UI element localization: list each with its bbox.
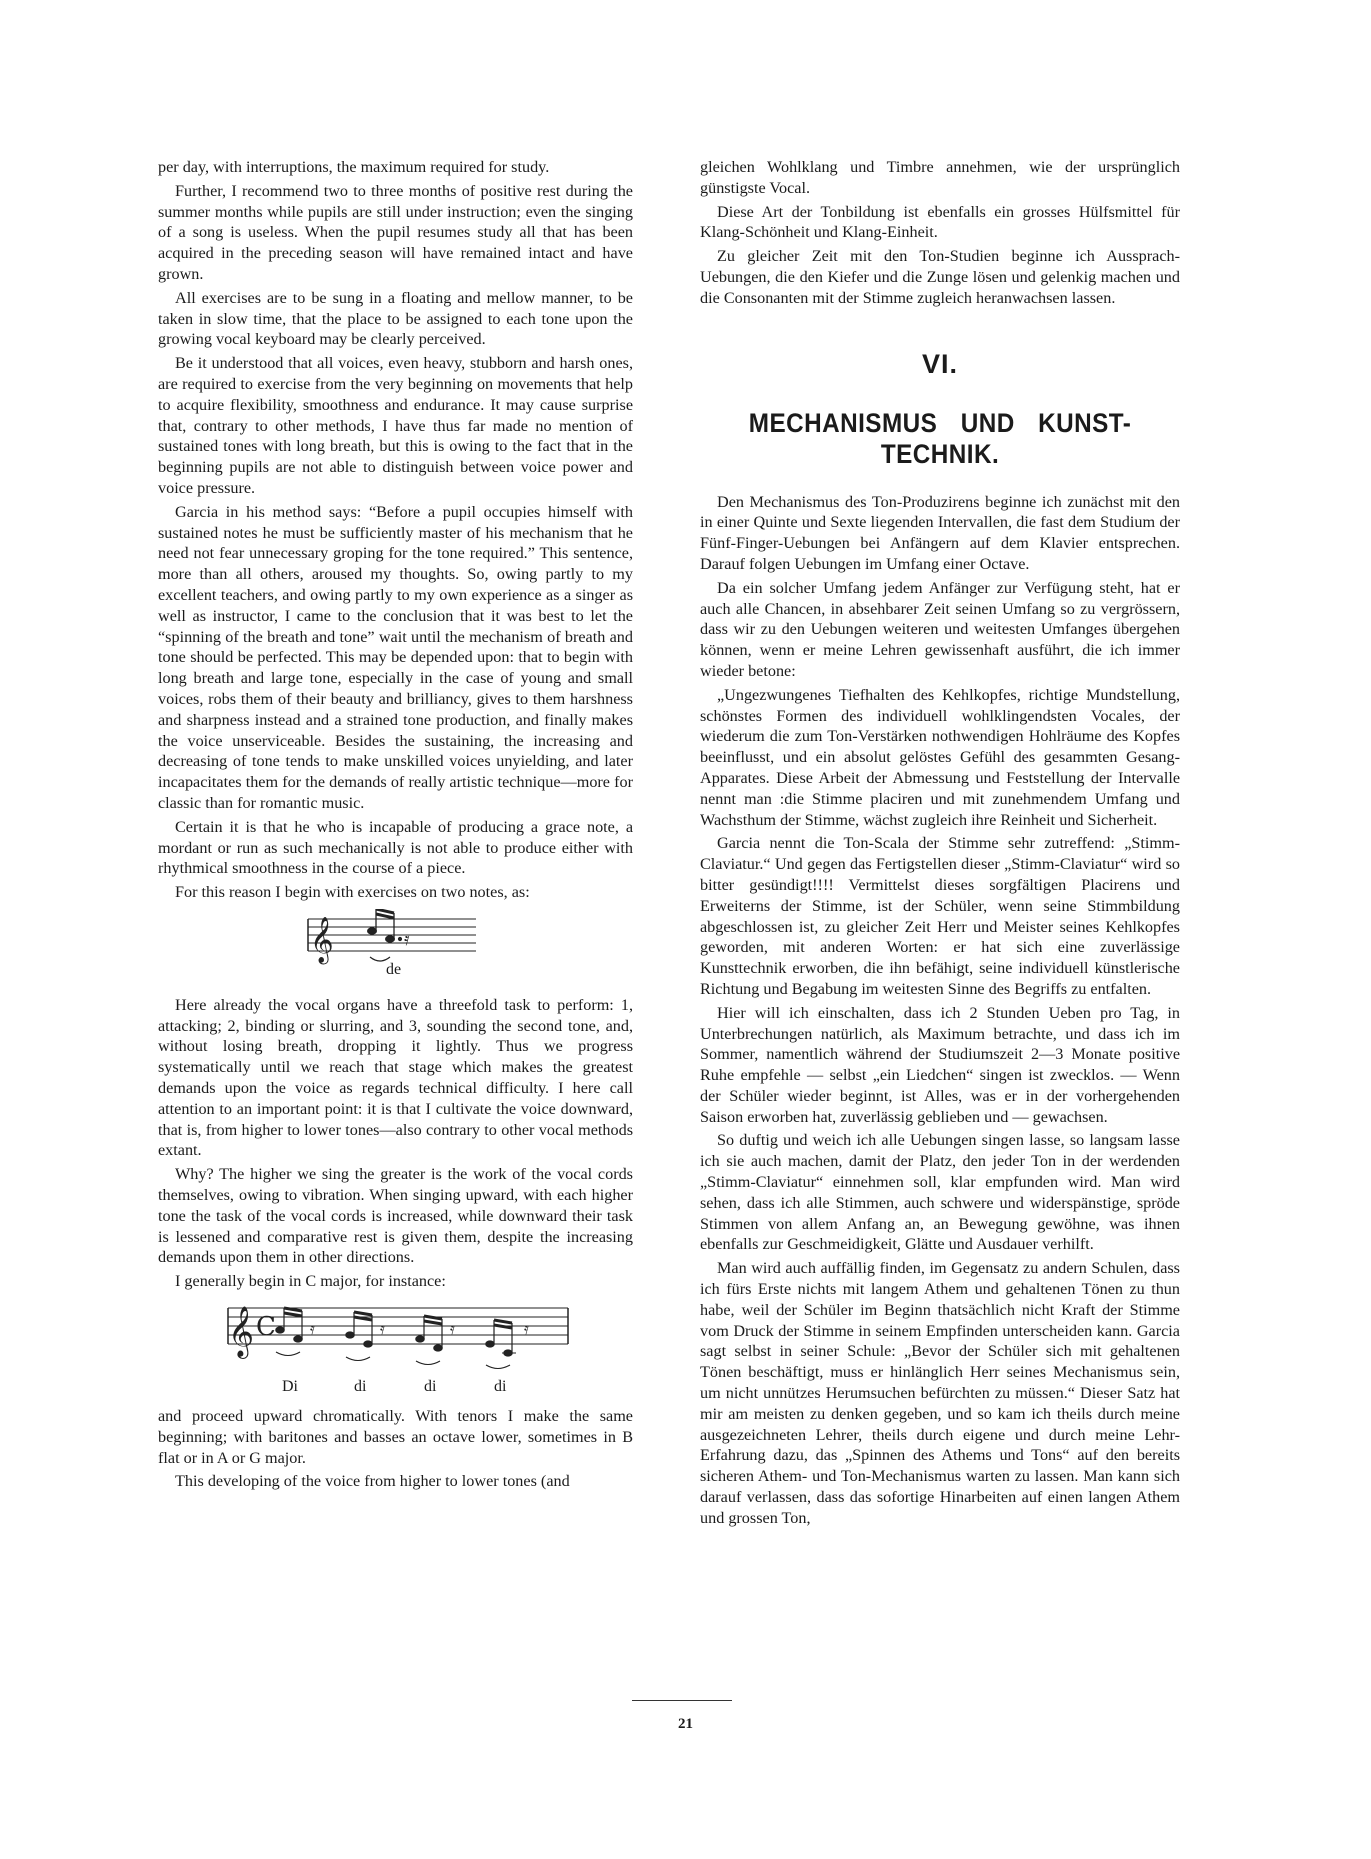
paragraph: Further, I recommend two to three months of positive rest during the summer months while pupils are still under instruction; even the singing of a song is useless. When the pupil resumes study all that has been acquired in the preceding season will have remained intact and have grown. <box>158 181 633 283</box>
paragraph: Da ein solcher Umfang jedem Anfänger zur Verfügung steht, hat er auch alle Chancen, in absehbarer Zeit seinen Umfang so zu vergrössern, dass wir zu den Uebungen weiteren und weitesten Umfanges übergehen können, wenn er meine Lehren gewissenhaft ausführt, die ich immer wieder betone: <box>700 578 1180 680</box>
music-example-c-major <box>158 1298 633 1402</box>
paragraph: Hier will ich einschalten, dass ich 2 Stunden Ueben pro Tag, in Unterbrechungen natürlich, als Maximum betrachte, und dass ich im Sommer, namentlich während der Studiumszeit 2—3 Monate positive Ruhe empfehle — selbst „ein Liedchen“ singen ist zwecklos. — Wenn der Schüler wieder beginnt, ist Alles, was er in der vorhergehenden Saison erworben hat, zuverlässig geblieben und — gewachsen. <box>700 1003 1180 1126</box>
paragraph: Zu gleicher Zeit mit den Ton-Studien beginne ich Aussprach-Uebungen, die den Kiefer und die Zunge lösen und gelenkig machen und die Consonanten mit der Stimme zugleich heranwachsen lassen. <box>700 247 1180 307</box>
syllable-label: di <box>354 1378 367 1396</box>
paragraph: Man wird auch auffällig finden, im Gegensatz zu andern Schulen, dass ich fürs Erste nichts mit langem Athem und gehaltenen Tönen zu thun habe, weil der Schüler im Beginn thatsächlich nicht Kraft der Stimme vom Druck der Stimme in seinem Empfinden unterscheiden kann. Garcia sagt selbst in seiner Schule: „Bevor der Schüler sich mit gehaltenen Tönen beschäftigt, muss er hinlänglich Herr seines Mechanismus sein, um nicht unnützes Herumsuchen befürchten zu müssen.“ Dieser Satz hat mir am meisten zu denken gegeben, und so kam ich theils durch meine ausgezeichneten Lehrer, theils durch eigene und durch meine Lehr-Erfahrung dazu, das „Spinnen des Athems und Tons“ auf den bereits sicheren Athem- und Ton-Mechanismus warten zu lassen. Man kann sich darauf verlassen, dass das sofortige Hinarbeiten auf einen langen Athem und grossen Ton, <box>700 1259 1180 1527</box>
paragraph: Be it understood that all voices, even heavy, stubborn and harsh ones, are required to exercise from the very beginning on movements that help to acquire flexibility, smoothness and endurance. It may cause surprise that, contrary to other methods, I have thus far made no mention of sustained tones with long breath, but this is owing to the fact that in the beginning pupils are not able to distinguish between voice power and voice pressure. <box>158 354 633 497</box>
paragraph: and proceed upward chromatically. With tenors I make the same beginning; with baritones and basses an octave lower, sometimes in B flat or in A or G major. <box>158 1407 633 1467</box>
paragraph: Diese Art der Tonbildung ist ebenfalls ein grosses Hülfsmittel für Klang-Schönheit und Klang-Einheit. <box>700 202 1180 242</box>
paragraph: So duftig und weich ich alle Uebungen singen lasse, so langsam lasse ich sie auch machen, damit der Platz, den jeder Ton in der werdenden „Stimm-Claviatur“ einnehmen soll, klar empfunden wird. Man wird sehen, dass ich alle Stimmen, auch schwere und widerspänstige, spröde Stimmen von allem Anfang an, an Bewegung gewöhne, was ihnen ebenfalls zur Geschmeidigkeit, Glätte und Ausdauer verhilft. <box>700 1131 1180 1254</box>
footer-rule <box>632 1700 732 1701</box>
staff-figure <box>158 1298 633 1402</box>
paragraph: I generally begin in C major, for instance: <box>175 1272 446 1291</box>
paragraph: All exercises are to be sung in a floating and mellow manner, to be taken in slow time, that the place to be assigned to each tone upon the growing vocal keyboard may be clearly perceived. <box>158 288 633 349</box>
paragraph: This developing of the voice from higher to lower tones (and <box>175 1472 570 1491</box>
right-column <box>700 157 1180 1532</box>
left-column <box>158 157 633 1495</box>
paragraph: Certain it is that he who is incapable of producing a grace note, a mordant or run as such mechanically is not able to produce either with rhythmical smoothness in the course of a piece. <box>158 817 633 878</box>
music-example-two-notes <box>158 909 633 991</box>
paragraph: gleichen Wohlklang und Timbre annehmen, wie der ursprünglich günstigste Vocal. <box>700 158 1180 197</box>
paragraph: Why? The higher we sing the greater is the work of the vocal cords themselves, owing to vibration. When singing upward, with each higher tone the task of the vocal cords is increased, while downward their task is lessened and comparative rest is given them, despite the increasing demands upon them in other directions. <box>158 1165 633 1267</box>
syllable-label: di <box>424 1378 437 1396</box>
paragraph: Garcia in his method says: “Before a pupil occupies himself with sustained notes he must be sufficiently master of his mechanism that he need not fear unnecessary groping for the tone required.” This sentence, more than all others, aroused my thoughts. So, owing partly to my excellent teachers, and owing partly to my own experience as a singer as well as instructor, I came to the conclusion that it was best to let the “spinning of the breath and tone” wait until the mechanism of breath and tone should be perfected. This may be depended upon: that to begin with long breath and large tone, especially in the case of young and small voices, robs them of their beauty and brilliancy, gives to them harshness and sharpness instead and a strained tone production, and finally makes the voice unserviceable. Besides the sustaining, the increasing and decreasing of tone tends to make unskilled voices unyielding, and later incapacitates them for the demands of really artistic technique—more for classic than for romantic music. <box>158 502 633 812</box>
section-number: VI. <box>921 348 958 379</box>
paragraph: „Ungezwungenes Tiefhalten des Kehlkopfes, richtige Mundstellung, schönstes Formen des individuell wohlklingendsten Vocales, der wiederum die zum Ton-Verstärken nothwendigen Hohlräume des Kopfes beeinflusst, und ein absolut gelöstes Gefühl des gesammten Gesang-Apparates. Diese Arbeit der Abmessung und Feststellung der Intervalle nennt man :die Stimme placiren und mit zunehmendem Umfang und Wachsthum der Stimme, wächst zugleich ihre Reinheit und Sicherheit. <box>700 685 1180 829</box>
svg-text:𝄿: 𝄿 <box>524 1321 529 1339</box>
paragraph: For this reason I begin with exercises on two notes, as: <box>175 883 530 902</box>
syllable-label: de <box>386 960 402 978</box>
common-time-icon: C <box>256 1312 276 1343</box>
section-title: MECHANISMUS UND KUNST-TECHNIK. <box>748 407 1132 469</box>
syllable-label: Di <box>282 1378 298 1396</box>
page-number: 21 <box>678 1716 693 1732</box>
treble-clef-icon: 𝄞 <box>228 1306 255 1358</box>
paragraph: Den Mechanismus des Ton-Produzirens beginne ich zunächst mit den in einer Quinte und Sexte liegenden Intervallen, die fast dem Studium der Fünf-Finger-Uebungen bei Anfängern auf dem Klavier entsprechen. Darauf folgen Uebungen im Umfang einer Octave. <box>700 492 1180 573</box>
svg-text:𝄿: 𝄿 <box>404 928 410 950</box>
paragraph: Garcia nennt die Ton-Scala der Stimme sehr zutreffend: „Stimm-Claviatur.“ Und gegen das Fertigstellen dieser „Stimm-Claviatur“ wird so bitter gesündigt!!!! Vermittelst dieses sorgfältigen Placirens und Erweiterns der Stimme, ist der Schüler, wenn seine Stimmbildung abgeschlossen ist, zu gleicher Zeit Herr und Meister seines Kehlkopfes geworden, mit anderen Worten: er hat sich eine zuverlässige Kunsttechnik erworben, die ihn befähigt, seine individuell künstlerische Richtung und Begabung im weitesten Sinne des Begriffs zu entfalten. <box>700 834 1180 998</box>
paragraph: Here already the vocal organs have a threefold task to perform: 1, attacking; 2, binding or slurring, and 3, sounding the second tone, and, without losing breath, dropping it lightly. Thus we progress systematically until we reach that stage which makes the greatest demands upon the voice as regards technical difficulty. I here call attention to an important point: it is that I cultivate the voice downward, that is, from higher to lower tones—also contrary to other vocal methods extant. <box>158 995 633 1160</box>
paragraph: per day, with interruptions, the maximum required for study. <box>158 158 550 176</box>
treble-clef-icon: 𝄞 <box>310 916 334 963</box>
svg-text:𝄿: 𝄿 <box>380 1321 385 1339</box>
svg-text:𝄿: 𝄿 <box>450 1321 455 1339</box>
syllable-label: di <box>494 1378 507 1396</box>
svg-text:𝄿: 𝄿 <box>310 1321 315 1339</box>
